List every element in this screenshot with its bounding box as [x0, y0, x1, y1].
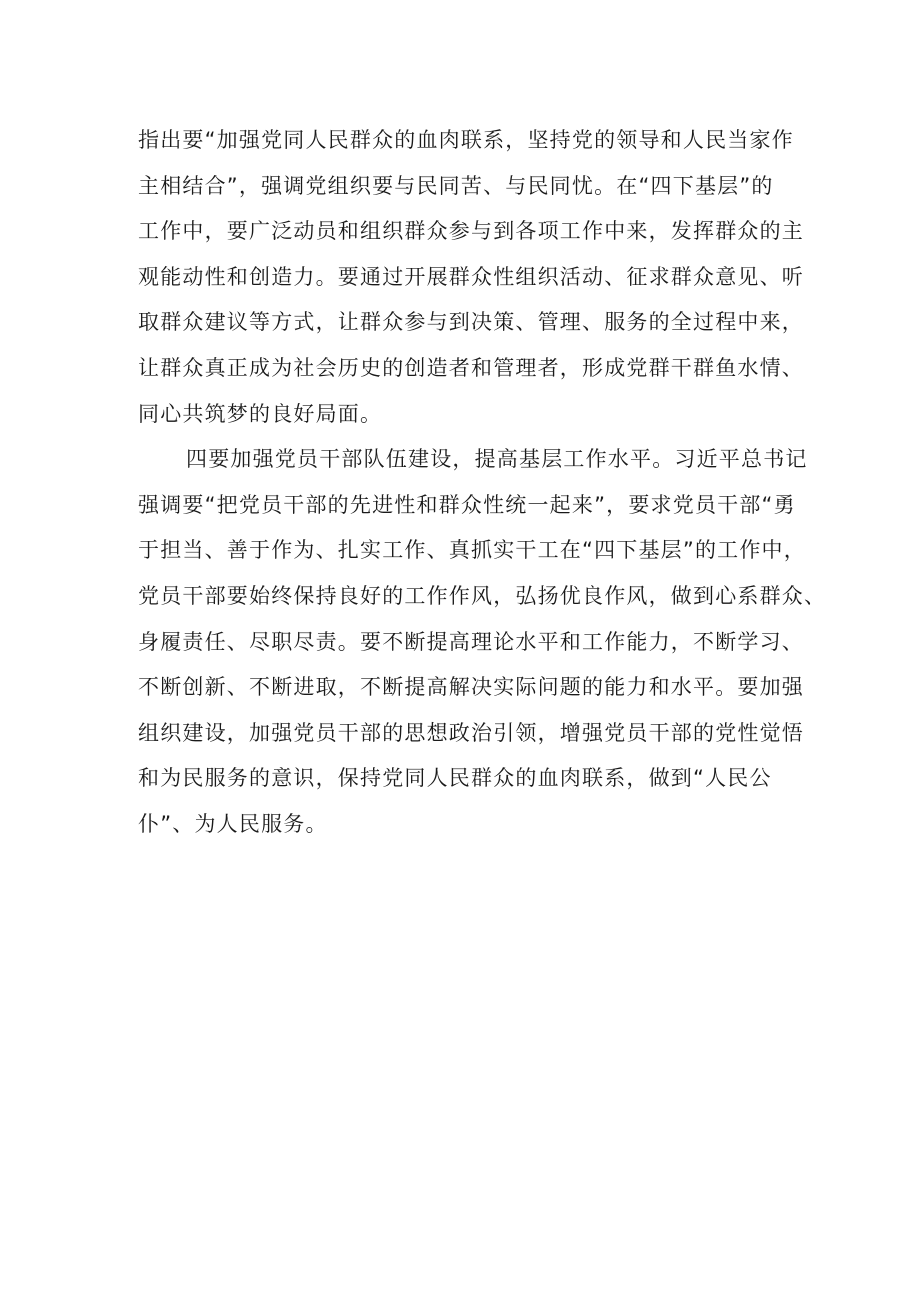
text-line: 四要加强党员干部队伍建设，提高基层工作水平。习近平总书记 — [186, 447, 808, 472]
text-line: 同心共筑梦的良好局面。 — [138, 401, 383, 426]
text-line: 主相结合”，强调党组织要与民同苦、与民同忧。在“四下基层”的 — [138, 173, 774, 198]
text-line: 组织建设，加强党员干部的思想政治引领，增强党员干部的党性觉悟 — [138, 720, 804, 745]
paragraph-2 — [138, 437, 827, 847]
text-line: 强调要“把党员干部的先进性和群众性统一起来”，要求党员干部“勇 — [138, 492, 796, 517]
text-line: 指出要“加强党同人民群众的血肉联系，坚持党的领导和人民当家作 — [138, 128, 794, 152]
text-line: 不断创新、不断进取，不断提高解决实际问题的能力和水平。要加强 — [138, 675, 804, 700]
text-line: 身履责任、尽职尽责。要不断提高理论水平和工作能力，不断学习、 — [138, 629, 804, 654]
text-line: 取群众建议等方式，让群众参与到决策、管理、服务的全过程中来， — [138, 310, 804, 335]
text-line: 仆”、为人民服务。 — [138, 811, 328, 836]
paragraph-1 — [138, 118, 804, 437]
text-line: 于担当、善于作为、扎实工作、真抓实干工在“四下基层”的工作中， — [138, 538, 806, 563]
text-line: 观能动性和创造力。要通过开展群众性组织活动、征求群众意见、听 — [138, 264, 804, 289]
text-line: 工作中，要广泛动员和组织群众参与到各项工作中来，发挥群众的主 — [138, 219, 804, 244]
text-line: 和为民服务的意识，保持党同人民群众的血肉联系，做到“人民公 — [138, 766, 772, 791]
text-line: 党员干部要始终保持良好的工作作风，弘扬优良作风，做到心系群众、 — [138, 583, 827, 608]
body-text — [138, 118, 827, 848]
text-line: 让群众真正成为社会历史的创造者和管理者，形成党群干群鱼水情、 — [138, 355, 804, 380]
